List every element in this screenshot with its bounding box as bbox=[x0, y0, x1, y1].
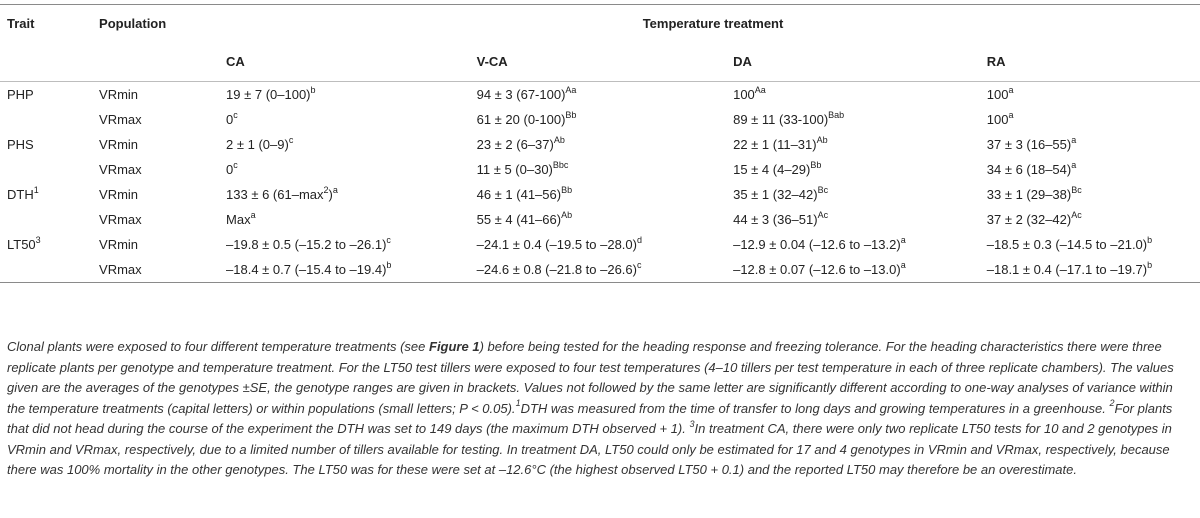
cell-value: –12.9 ± 0.04 (–12.6 to –13.2) bbox=[733, 237, 901, 252]
header-trait: Trait bbox=[7, 15, 35, 31]
footnote-text-2: ) before being tested for the heading response and freezing tolerance. For the heading characteristics there were three replicate plants per genotype and temperature treatment. For the LT50 test tillers were exposed to four test temperatures (4–10 tillers per test temperature in each of three replicate chambers). The values given are the averages of the genotypes ±SE, the genotype ranges are given in brackets. Values not followed by the same letter are significantly different according to one-way analyses of variance within the temperature treatments (capital letters) or within populations (small letters; P < 0.05). bbox=[7, 339, 1174, 416]
trait-label: PHS bbox=[7, 137, 34, 152]
significance-letters: Bc bbox=[1071, 184, 1082, 195]
cell-da bbox=[733, 107, 987, 132]
trait-footnote-marker: 3 bbox=[35, 234, 41, 245]
cell-ra bbox=[987, 157, 1200, 182]
cell-value: 133 ± 6 (61–max bbox=[226, 187, 324, 202]
significance-letters: c bbox=[288, 134, 294, 145]
cell-population: VRmax bbox=[99, 162, 142, 177]
cell-value: 22 ± 1 (11–31) bbox=[733, 137, 817, 152]
significance-letters: Bbc bbox=[552, 159, 569, 170]
cell-da bbox=[733, 232, 987, 257]
table-row bbox=[0, 82, 1200, 108]
significance-letters: Bab bbox=[828, 109, 845, 120]
table-row bbox=[0, 132, 1200, 157]
cell-vca bbox=[477, 107, 733, 132]
table-row bbox=[0, 107, 1200, 132]
significance-letters: Bb bbox=[565, 109, 577, 120]
footnote-marker-1: 1 bbox=[515, 398, 521, 409]
cell-value: –12.8 ± 0.07 (–12.6 to –13.0) bbox=[733, 262, 901, 277]
cell-population: VRmin bbox=[99, 187, 139, 202]
significance-letters: Ac bbox=[817, 209, 829, 220]
cell-trait bbox=[0, 182, 99, 207]
significance-letters: a bbox=[1071, 159, 1077, 170]
cell-value: 34 ± 6 (18–54) bbox=[986, 162, 1072, 177]
cell-value: 35 ± 1 (32–42) bbox=[733, 187, 818, 202]
significance-letters: a bbox=[1008, 84, 1014, 95]
cell-da bbox=[733, 207, 987, 232]
cell-trait bbox=[0, 207, 99, 232]
cell-ca bbox=[226, 257, 477, 283]
significance-letters: 2 bbox=[323, 184, 329, 195]
cell-value: 100 bbox=[733, 87, 755, 102]
cell-vca bbox=[477, 257, 733, 283]
cell-da bbox=[733, 157, 987, 182]
cell-trait bbox=[0, 257, 99, 283]
cell-ca bbox=[226, 232, 477, 257]
cell-vca bbox=[477, 157, 733, 182]
cell-value: 0 bbox=[226, 162, 234, 177]
trait-footnote-marker: 1 bbox=[33, 184, 39, 195]
cell-da bbox=[733, 82, 987, 108]
footnote-text-3: DTH was measured from the time of transfer to long days and growing temperatures in a greenhouse. bbox=[520, 400, 1110, 416]
cell-value: 46 ± 1 (41–56) bbox=[476, 187, 562, 202]
significance-letters: a bbox=[250, 209, 256, 220]
significance-letters: Bc bbox=[817, 184, 829, 195]
cell-value: 2 ± 1 (0–9) bbox=[226, 137, 289, 152]
cell-ra bbox=[987, 257, 1200, 283]
cell-da bbox=[733, 257, 987, 283]
trait-label: PHP bbox=[7, 87, 34, 102]
significance-letters: c bbox=[386, 234, 391, 245]
cell-vca bbox=[477, 132, 733, 157]
significance-letters: b bbox=[386, 259, 392, 270]
header-treatment-ca: CA bbox=[226, 53, 245, 69]
cell-ra bbox=[987, 182, 1200, 207]
cell-value: 11 ± 5 (0–30) bbox=[476, 162, 553, 177]
significance-letters: a bbox=[332, 184, 338, 195]
cell-value: 94 ± 3 (67-100) bbox=[476, 87, 566, 102]
cell-ca bbox=[226, 82, 477, 108]
footnote-marker-2: 2 bbox=[1109, 398, 1115, 409]
header-spacer-trait bbox=[0, 41, 99, 82]
cell-ra bbox=[987, 132, 1200, 157]
cell-value: 55 ± 4 (41–66) bbox=[476, 212, 562, 227]
cell-population: VRmax bbox=[99, 212, 142, 227]
cell-trait bbox=[0, 132, 99, 157]
table-row bbox=[0, 182, 1200, 207]
table-body bbox=[0, 82, 1200, 283]
cell-trait bbox=[0, 232, 99, 257]
significance-letters: Bb bbox=[810, 159, 822, 170]
footnote-text-4: For plants that did not head during the course of the experiment the DTH was set to 149 days (the maximum DTH observed + 1). bbox=[7, 400, 1173, 436]
cell-value: 100 bbox=[986, 87, 1009, 102]
cell-ca bbox=[226, 207, 477, 232]
cell-value: –24.6 ± 0.8 (–21.8 to –26.6) bbox=[476, 262, 637, 277]
significance-letters: Aa bbox=[754, 84, 766, 95]
cell-value: 37 ± 3 (16–55) bbox=[986, 137, 1072, 152]
table-row bbox=[0, 157, 1200, 182]
footnote-text-1: Clonal plants were exposed to four different temperature treatments (see bbox=[7, 339, 429, 354]
cell-vca bbox=[477, 207, 733, 232]
cell-value: 44 ± 3 (36–51) bbox=[733, 212, 818, 227]
cell-trait bbox=[0, 107, 99, 132]
cell-vca bbox=[477, 82, 733, 108]
cell-ra bbox=[987, 232, 1200, 257]
cell-da bbox=[733, 132, 987, 157]
significance-letters: a bbox=[1008, 109, 1014, 120]
footnote-marker-3: 3 bbox=[689, 418, 695, 429]
header-temperature-treatment: Temperature treatment bbox=[642, 15, 784, 31]
significance-letters: c bbox=[636, 259, 642, 270]
significance-letters: Ab bbox=[553, 134, 565, 145]
cell-trait bbox=[0, 157, 99, 182]
header-spacer-population bbox=[99, 41, 226, 82]
cell-population: VRmin bbox=[99, 87, 139, 102]
table-row bbox=[0, 207, 1200, 232]
cell-trait bbox=[0, 82, 99, 108]
cell-value: 61 ± 20 (0-100) bbox=[476, 112, 566, 127]
cell-population: VRmin bbox=[99, 137, 139, 152]
footnote-text-5: In treatment CA, there were only two replicate LT50 tests for 10 and 2 genotypes in VRmin and VRmax, respectively, due to a limited number of tillers available for testing. In treatment DA, LT50 could only be estimated for 17 and 4 genotypes in VRmin and VRmax, respectively, because there was 100% mortality in the other genotypes. The LT50 was for these were set at –12.6°C (the highest observed LT50 + 0.1) and the reported LT50 may therefore be an overestimate. bbox=[7, 421, 1172, 477]
significance-letters: a bbox=[1071, 134, 1077, 145]
cell-value: –24.1 ± 0.4 (–19.5 to –28.0) bbox=[476, 237, 637, 252]
significance-letters: Ac bbox=[1071, 209, 1082, 220]
cell-value: –18.5 ± 0.3 (–14.5 to –21.0) bbox=[986, 237, 1148, 252]
cell-value: –18.1 ± 0.4 (–17.1 to –19.7) bbox=[986, 262, 1148, 277]
significance-letters: b bbox=[310, 84, 316, 95]
footnote-figure-link[interactable]: Figure 1 bbox=[429, 339, 480, 354]
significance-letters: c bbox=[233, 109, 238, 120]
table-row bbox=[0, 257, 1200, 283]
cell-ca bbox=[226, 157, 477, 182]
cell-value: –19.8 ± 0.5 (–15.2 to –26.1) bbox=[226, 237, 387, 252]
cell-ra bbox=[987, 82, 1200, 108]
cell-population: VRmax bbox=[99, 262, 142, 277]
significance-letters: Bb bbox=[561, 184, 573, 195]
cell-ca bbox=[226, 132, 477, 157]
cell-vca bbox=[477, 232, 733, 257]
trait-label: DTH bbox=[7, 187, 34, 202]
cell-value: 89 ± 11 (33-100) bbox=[733, 112, 829, 127]
significance-letters: b bbox=[1147, 234, 1153, 245]
cell-da bbox=[733, 182, 987, 207]
cell-ra bbox=[987, 107, 1200, 132]
cell-ra bbox=[987, 207, 1200, 232]
cell-value: 100 bbox=[986, 112, 1009, 127]
significance-letters: a bbox=[900, 234, 906, 245]
cell-value: 33 ± 1 (29–38) bbox=[986, 187, 1072, 202]
cell-value: 23 ± 2 (6–37) bbox=[476, 137, 554, 152]
trait-label: LT50 bbox=[7, 237, 36, 252]
cell-value: 15 ± 4 (4–29) bbox=[733, 162, 811, 177]
table-footnote bbox=[7, 337, 1193, 481]
cell-ca bbox=[226, 107, 477, 132]
table-row bbox=[0, 232, 1200, 257]
cell-value: 37 ± 2 (32–42) bbox=[986, 212, 1072, 227]
significance-letters: c bbox=[233, 159, 238, 170]
header-treatment-da: DA bbox=[733, 53, 752, 69]
cell-value: Max bbox=[226, 212, 251, 227]
significance-letters: Ab bbox=[561, 209, 573, 220]
header-population: Population bbox=[99, 15, 167, 31]
cell-value: –18.4 ± 0.7 (–15.4 to –19.4) bbox=[226, 262, 387, 277]
cell-value: 19 ± 7 (0–100) bbox=[226, 87, 311, 102]
cell-value: 0 bbox=[226, 112, 234, 127]
significance-letters: Aa bbox=[565, 84, 577, 95]
cell-value-continued: ) bbox=[328, 187, 333, 202]
header-treatment-vca: V-CA bbox=[476, 53, 508, 69]
header-treatment-ra: RA bbox=[986, 53, 1006, 69]
cell-population: VRmin bbox=[99, 237, 139, 252]
significance-letters: b bbox=[1147, 259, 1153, 270]
cell-ca bbox=[226, 182, 477, 207]
results-table bbox=[0, 4, 1200, 283]
significance-letters: d bbox=[636, 234, 642, 245]
cell-population: VRmax bbox=[99, 112, 142, 127]
cell-vca bbox=[477, 182, 733, 207]
significance-letters: a bbox=[900, 259, 906, 270]
significance-letters: Ab bbox=[816, 134, 828, 145]
